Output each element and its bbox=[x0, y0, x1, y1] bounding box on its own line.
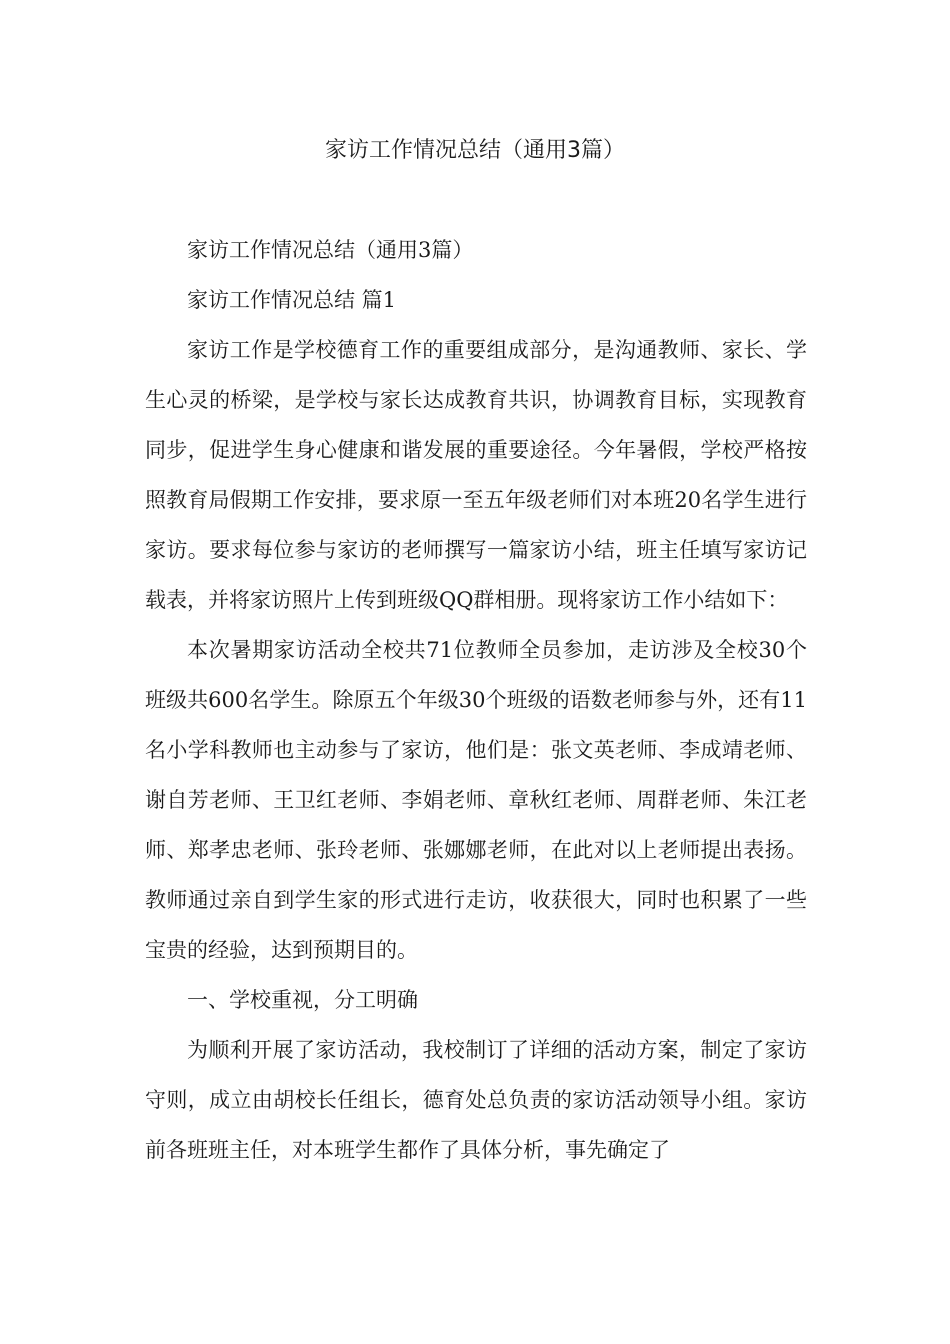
body-paragraph: 本次暑期家访活动全校共71位教师全员参加，走访涉及全校30个班级共600名学生。除原五个年级30个班级的语数老师参与外，还有11名小学科教师也主动参与了家访，他们是：张文英老师、李成靖老师、谢自芳老师、王卫红老师、李娟老师、章秋红老师、周群老师、朱江老师、郑孝忠老师、张玲老师、张娜娜老师，在此对以上老师提出表扬。教师通过亲自到学生家的形式进行走访，收获很大，同时也积累了一些宝贵的经验，达到预期目的。 bbox=[145, 638, 807, 962]
section-heading-part-1: 家访工作情况总结 篇1 bbox=[187, 288, 397, 312]
subtitle-paragraph: 家访工作情况总结（通用3篇） bbox=[187, 238, 474, 262]
body-paragraph: 为顺利开展了家访活动，我校制订了详细的活动方案，制定了家访守则，成立由胡校长任组长，德育处总负责的家访活动领导小组。家访前各班班主任，对本班学生都作了具体分析，事先确定了 bbox=[145, 1038, 807, 1162]
section-heading-1: 一、学校重视，分工明确 bbox=[187, 988, 418, 1012]
document-body bbox=[145, 225, 807, 1175]
document-title: 家访工作情况总结（通用3篇） bbox=[325, 138, 625, 163]
body-paragraph: 家访工作是学校德育工作的重要组成部分，是沟通教师、家长、学生心灵的桥梁，是学校与家长达成教育共识，协调教育目标，实现教育同步，促进学生身心健康和谐发展的重要途径。今年暑假，学校严格按照教育局假期工作安排，要求原一至五年级老师们对本班20名学生进行家访。要求每位参与家访的老师撰写一篇家访小结，班主任填写家访记载表，并将家访照片上传到班级QQ群相册。现将家访工作小结如下： bbox=[145, 338, 807, 612]
